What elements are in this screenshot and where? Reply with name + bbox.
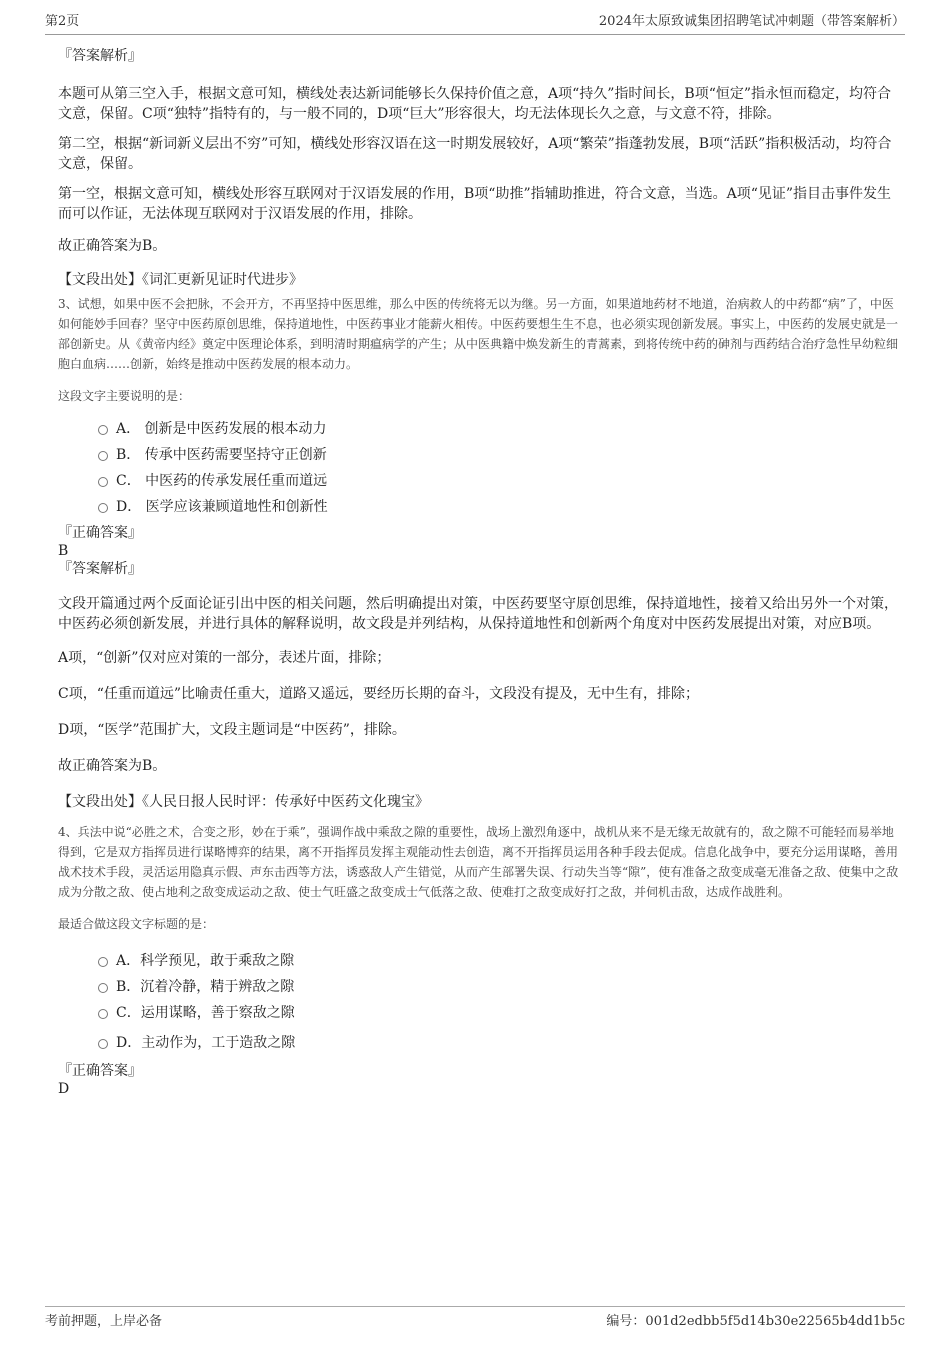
q4-option-a[interactable] — [58, 948, 902, 974]
option-label: C． 中医药的传承发展任重而道远 — [116, 473, 328, 489]
q3-option-c[interactable] — [58, 468, 902, 494]
radio-button-icon[interactable] — [98, 451, 108, 461]
q3-option-d[interactable] — [58, 494, 902, 520]
document-id: 编号：001d2edbb5f5d14b30e22565b4dd1b5c — [606, 1314, 905, 1329]
radio-button-icon[interactable] — [98, 1009, 108, 1019]
option-label: D． 医学应该兼顾道地性和创新性 — [116, 499, 328, 515]
q4-stem: 4、兵法中说“必胜之术，合变之形，妙在于乘”，强调作战中乘敌之隙的重要性，战场上激烈角逐中，战机从来不是无缘无故就有的，敌之隙不可能轻而易举地得到，它是双方指挥员进行谋略博弈的结果，离不开指挥员发挥主观能动性去创造，离不开指挥员运用各种手段去促成。信息化战争中，要充分运用谋略，善用战术技术手段，灵活运用隐真示假、声东击西等方法，诱惑敌人产生错觉，从而产生部署失误、行动失当等“隙”，使有准备之敌变成毫无准备之敌、使集中之敌成为分散之敌、使占地利之敌变成运动之敌、使士气旺盛之敌变成士气低落之敌、使难打之敌变成好打之敌，并伺机击敌，达成作战胜利。 — [58, 825, 899, 899]
q4-option-d[interactable] — [58, 1030, 902, 1056]
q3-option-a[interactable] — [58, 416, 902, 442]
q3-answer-label: 『正确答案』 — [58, 525, 142, 541]
q4-question: 最适合做这段文字标题的是： — [58, 917, 215, 931]
q4-option-b[interactable] — [58, 974, 902, 1000]
radio-button-icon[interactable] — [98, 503, 108, 513]
option-label: B． 传承中医药需要坚持守正创新 — [116, 447, 327, 463]
q2-conclusion: 故正确答案为B。 — [58, 238, 167, 254]
q4-answer: D — [58, 1081, 70, 1097]
radio-button-icon[interactable] — [98, 425, 108, 435]
option-label: C．运用谋略，善于察敌之隙 — [116, 1005, 295, 1021]
q3-option-b[interactable] — [58, 442, 902, 468]
radio-button-icon[interactable] — [98, 983, 108, 993]
q3-analysis-label: 『答案解析』 — [58, 561, 142, 577]
radio-button-icon[interactable] — [98, 1039, 108, 1049]
radio-button-icon[interactable] — [98, 957, 108, 967]
q3-conclusion: 故正确答案为B。 — [58, 758, 167, 774]
q3-analysis-p4: D项，“医学”范围扩大，文段主题词是“中医药”，排除。 — [58, 722, 406, 738]
q3-options — [58, 416, 902, 520]
q4-answer-label: 『正确答案』 — [58, 1063, 142, 1079]
q2-analysis-label: 『答案解析』 — [58, 48, 142, 64]
page-number: 第2页 — [45, 14, 80, 29]
q2-analysis-p2: 第二空，根据“新词新义层出不穷”可知，横线处形容汉语在这一时期发展较好，A项“繁荣”指蓬勃发展，B项“活跃”指积极活动，均符合文意，保留。 — [58, 136, 892, 172]
q3-analysis-p2: A项，“创新”仅对应对策的一部分，表述片面，排除； — [58, 650, 391, 666]
option-label: A． 创新是中医药发展的根本动力 — [116, 421, 327, 437]
q2-analysis-p3: 第一空，根据文意可知，横线处形容互联网对于汉语发展的作用，B项“助推”指辅助推进，符合文意，当选。A项“见证”指目击事件发生而可以作证，无法体现互联网对于汉语发展的作用，排除。 — [58, 186, 892, 222]
q4-options — [58, 948, 902, 1056]
q3-answer: B — [58, 543, 69, 559]
footer-slogan: 考前押题，上岸必备 — [45, 1314, 163, 1329]
page-content — [58, 40, 902, 1098]
q3-analysis-p1: 文段开篇通过两个反面论证引出中医的相关问题，然后明确提出对策，中医药要坚守原创思维，保持道地性，接着又给出另外一个对策，中医药必须创新发展，并进行具体的解释说明，故文段是并列结构，从保持道地性和创新两个角度对中医药发展提出对策，对应B项。 — [58, 596, 898, 632]
q3-question: 这段文字主要说明的是： — [58, 389, 191, 403]
q2-analysis-p1: 本题可从第三空入手，根据文意可知，横线处表达新词能够长久保持价值之意，A项“持久”指时间长，B项“恒定”指永恒而稳定，均符合文意，保留。C项“独特”指特有的，与一般不同的，D项“巨大”形容很大，均无法体现长久之意，与文意不符，排除。 — [58, 86, 892, 122]
document-title: 2024年太原致诚集团招聘笔试冲刺题（带答案解析） — [598, 14, 905, 29]
q2-source: 【文段出处】《词汇更新见证时代进步》 — [58, 272, 303, 288]
radio-button-icon[interactable] — [98, 477, 108, 487]
page-footer — [45, 1306, 905, 1333]
q3-source: 【文段出处】《人民日报人民时评：传承好中医药文化瑰宝》 — [58, 794, 429, 810]
option-label: A．科学预见，敢于乘敌之隙 — [116, 953, 295, 969]
option-label: D．主动作为，工于造敌之隙 — [116, 1035, 296, 1051]
q3-stem: 3、试想，如果中医不会把脉，不会开方，不再坚持中医思维，那么中医的传统将无以为继。另一方面，如果道地药材不地道，治病救人的中药都“病”了，中医如何能妙手回春？坚守中医药原创思维，保持道地性，中医药事业才能薪火相传。中医药要想生生不息，也必须实现创新发展。事实上，中医药的发展史就是一部创新史。从《黄帝内经》奠定中医理论体系，到明清时期瘟病学的产生；从中医典籍中焕发新生的青蒿素，到将传统中药的砷剂与西药结合治疗急性早幼粒细胞白血病……创新，始终是推动中医药发展的根本动力。 — [58, 297, 899, 371]
q4-option-c[interactable] — [58, 1000, 902, 1026]
q3-analysis-p3: C项，“任重而道远”比喻责任重大，道路又遥远，要经历长期的奋斗，文段没有提及，无中生有，排除； — [58, 686, 700, 702]
option-label: B．沉着冷静，精于辨敌之隙 — [116, 979, 295, 995]
page-header — [45, 12, 905, 35]
